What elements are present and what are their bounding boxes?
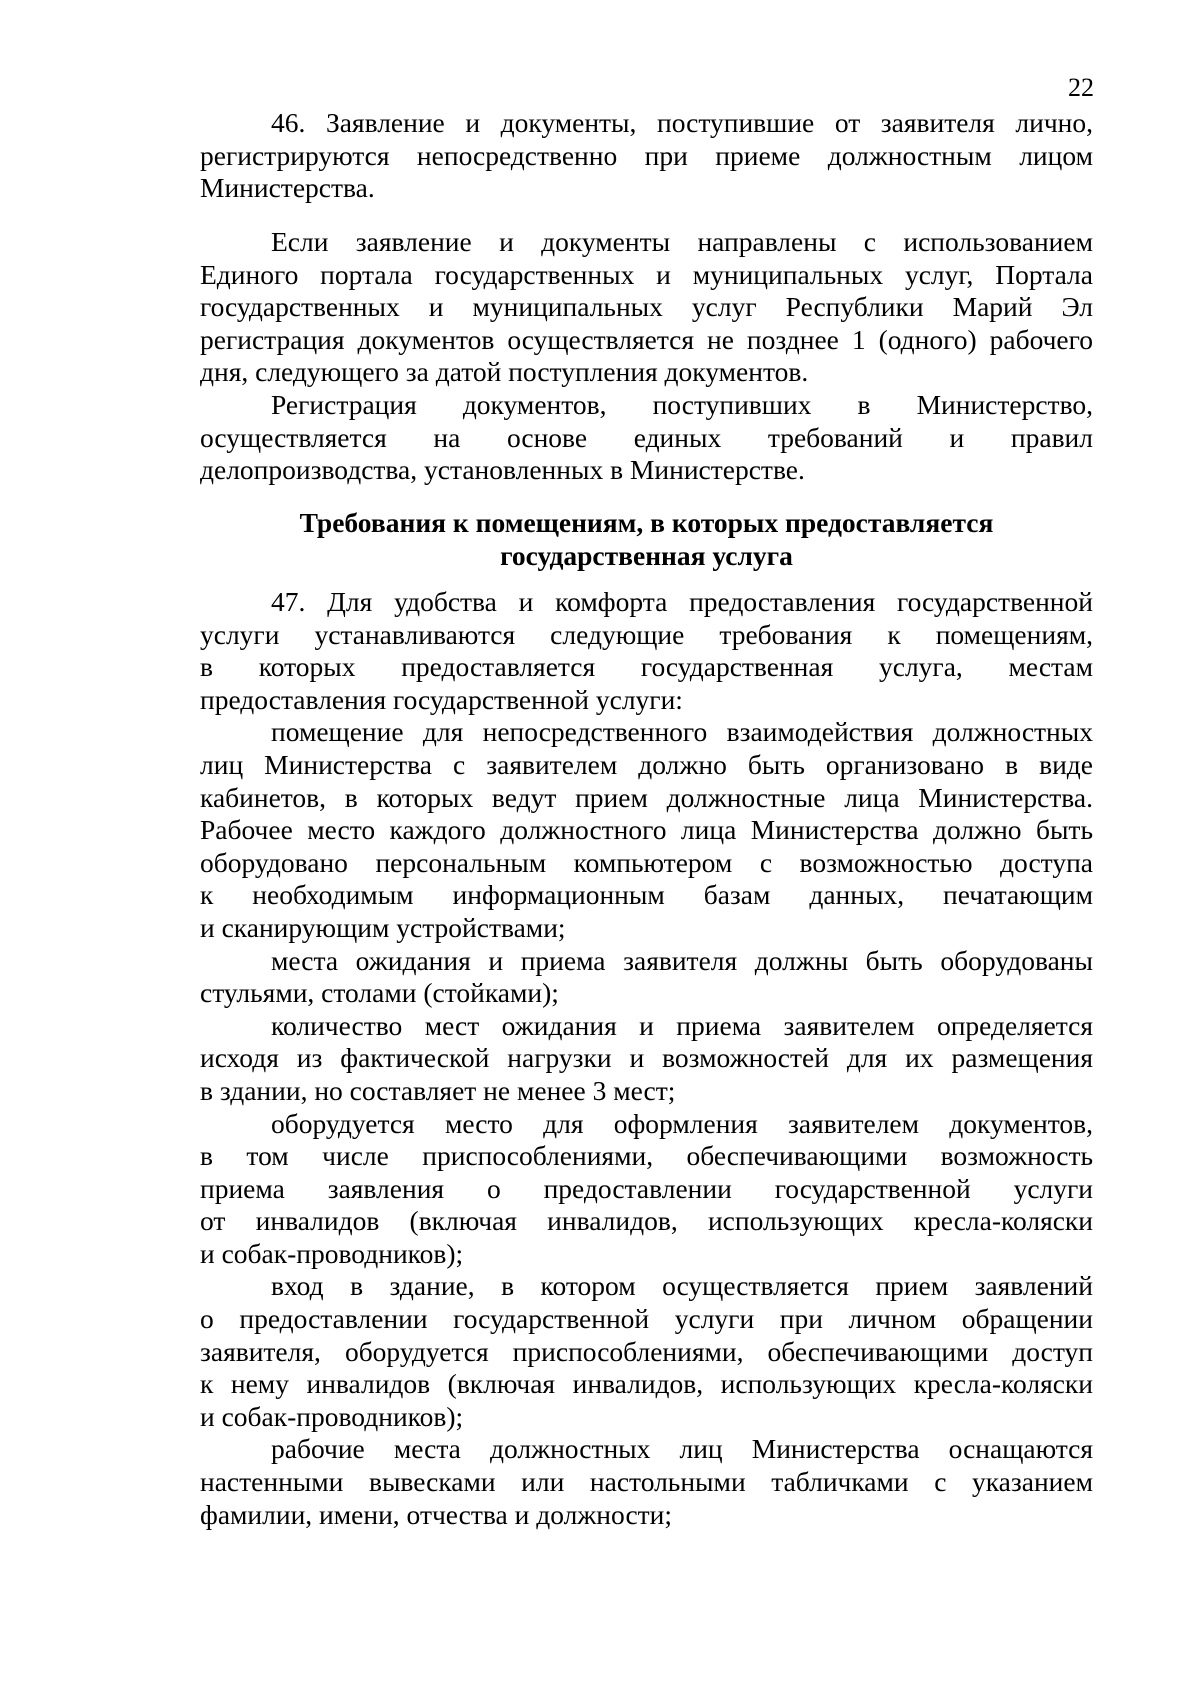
text-line: 47. Для удобства и комфорта предоставления государственной — [271, 586, 1093, 617]
text-line: к нему инвалидов (включая инвалидов, использующих кресла-коляски — [200, 1368, 1093, 1400]
text-line: заявителя, оборудуется приспособлениями, обеспечивающими доступ — [200, 1335, 1093, 1367]
text-line: приема заявления о предоставлении государственной услуги — [200, 1172, 1093, 1204]
text-line: в здании, но составляет не менее 3 мест; — [200, 1074, 676, 1106]
paragraph-46 — [200, 107, 1093, 205]
text-line: делопроизводства, установленных в Министерстве. — [200, 454, 805, 486]
text-line: к необходимым информационным базам данных, печатающим — [200, 879, 1093, 911]
text-line: предоставления государственной услуги: — [200, 683, 683, 715]
text-line: оборудовано персональным компьютером с возможностью доступа — [200, 846, 1093, 878]
paragraph-registration-rules — [200, 389, 1093, 487]
text-line: оборудуется место для оформления заявителем документов, — [271, 1107, 1093, 1139]
text-line: настенными вывесками или настольными табличками с указанием — [200, 1466, 1093, 1498]
heading-line: Требования к помещениям, в которых предоставляется — [299, 507, 994, 538]
text-line: услуги устанавливаются следующие требования к помещениям, — [200, 618, 1093, 650]
text-line: Единого портала государственных и муниципальных услуг, Портала — [200, 258, 1093, 290]
text-line: о предоставлении государственной услуги при личном обращении — [200, 1303, 1093, 1335]
heading-line: государственная услуга — [500, 540, 793, 571]
text-line: места ожидания и приема заявителя должны быть оборудованы — [271, 944, 1093, 976]
text-line: Министерства. — [200, 172, 375, 204]
section-heading — [200, 506, 1093, 572]
paragraph-portal-registration — [200, 226, 1093, 389]
text-line: и собак-проводников); — [200, 1237, 464, 1269]
text-line: осуществляется на основе единых требований и правил — [200, 421, 1093, 453]
text-line: регистрация документов осуществляется не позднее 1 (одного) рабочего — [200, 323, 1093, 355]
text-line: Регистрация документов, поступивших в Министерство, — [271, 389, 1093, 420]
text-line: исходя из фактической нагрузки и возможностей для их размещения — [200, 1042, 1093, 1074]
text-line: фамилии, имени, отчества и должности; — [200, 1498, 673, 1530]
paragraph-47 — [200, 586, 1093, 1531]
text-line: в том числе приспособлениями, обеспечивающими возможность — [200, 1140, 1093, 1172]
text-line: регистрируются непосредственно при приеме должностным лицом — [200, 139, 1093, 171]
text-line: и сканирующим устройствами; — [200, 911, 566, 943]
text-line: помещение для непосредственного взаимодействия должностных — [271, 716, 1093, 748]
text-line: от инвалидов (включая инвалидов, использующих кресла-коляски — [200, 1205, 1093, 1237]
text-line: дня, следующего за датой поступления документов. — [200, 356, 809, 388]
text-line: количество мест ожидания и приема заявителем определяется — [271, 1009, 1093, 1041]
text-line: лиц Министерства с заявителем должно быть организовано в виде — [200, 748, 1093, 780]
text-line: государственных и муниципальных услуг Республики Марий Эл — [200, 291, 1093, 323]
text-line: в которых предоставляется государственная услуга, местам — [200, 651, 1093, 683]
text-line: рабочие места должностных лиц Министерства оснащаются — [271, 1433, 1093, 1465]
text-line: стульями, столами (стойками); — [200, 977, 559, 1009]
page-number: 22 — [1068, 73, 1094, 102]
text-line: вход в здание, в котором осуществляется прием заявлений — [271, 1270, 1093, 1302]
text-line: Если заявление и документы направлены с использованием — [271, 226, 1093, 257]
text-line: Рабочее место каждого должностного лица Министерства должно быть — [200, 814, 1093, 846]
text-line: кабинетов, в которых ведут прием должностные лица Министерства. — [200, 781, 1093, 813]
text-line: и собак-проводников); — [200, 1400, 464, 1432]
text-line: 46. Заявление и документы, поступившие от заявителя лично, — [271, 107, 1093, 138]
